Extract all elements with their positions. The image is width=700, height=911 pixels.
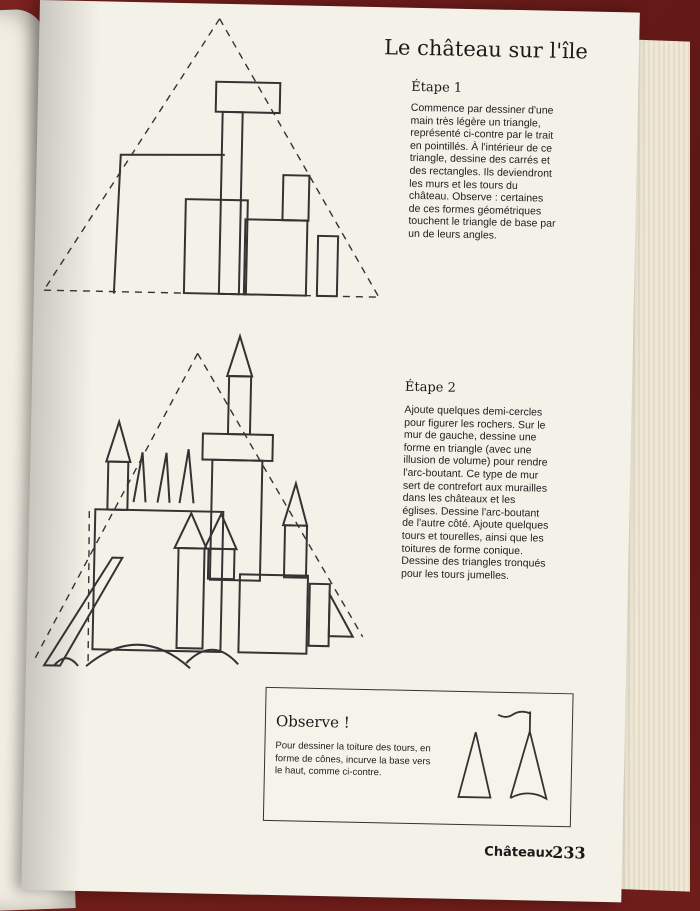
spike-1: [134, 452, 147, 502]
dashed-left-wall: [86, 511, 91, 666]
curved-cone: [510, 731, 547, 799]
spike-2: [158, 453, 171, 503]
central-tower-rect: [219, 112, 243, 294]
far-right-wall: [309, 584, 330, 646]
cone-roofs-illustration: [450, 702, 567, 814]
step-1-drawing: [34, 10, 400, 317]
observe-box: [263, 687, 574, 827]
page-title: Le château sur l'île: [384, 35, 588, 63]
step-1-heading: Étape 1: [411, 80, 462, 96]
twin-cone-1: [175, 513, 208, 549]
triangle-right-edge: [192, 353, 369, 637]
right-cone-roof: [283, 483, 308, 525]
rock-1: [86, 644, 190, 669]
central-block: [202, 434, 273, 461]
left-cone-roof: [106, 421, 131, 461]
triangle-left-edge: [34, 350, 197, 663]
page-number: 233: [552, 843, 586, 863]
flat-cone: [458, 732, 491, 798]
central-cone-roof: [227, 336, 253, 377]
twin-cone-2: [205, 514, 238, 550]
book-page: [21, 0, 640, 902]
right-tower: [284, 525, 307, 577]
spike-3: [179, 449, 194, 503]
step-2-heading: Étape 2: [405, 380, 456, 396]
right-tower-rect: [282, 175, 309, 221]
step-2-text: Ajoute quelques demi-cercles pour figurer les rochers. Sur le mur de gauche, dessine une forme en triangle (avec une illusion de volume) pour rendre l'arc-boutant. Ce type de mur sert de contrefort aux murailles dans les châteaux et les églises. Dessine l'arc-boutant de l'autre côté. Ajoute quelques tours et tourelles, ainsi que les toitures de forme conique. Dessine des triangles tronqués pour les tours jumelles.: [401, 404, 553, 583]
tower-top-rect: [216, 82, 281, 113]
step-1-text: Commence par dessiner d'une main très légère un triangle, représenté ci-contre par le trait en pointillés. À l'intérieur de ce triangle, dessine des carrés et des rectangles. Ils deviendront les murs et les tours du château. Observe : certaines de ces formes géométriques touchent le triangle de base par un de leurs angles.: [408, 102, 559, 244]
footer-section: Châteaux: [484, 844, 553, 860]
right-wall-rect: [244, 219, 308, 295]
left-wall-rect: [114, 153, 225, 296]
flag: [498, 711, 530, 717]
observe-title: Observe !: [276, 712, 350, 732]
twin-tower-1: [176, 548, 204, 649]
step-2-drawing: [25, 320, 393, 707]
observe-text: Pour dessiner la toiture des tours, en forme de cônes, incurve la base vers le haut, comme ci-contre.: [275, 740, 441, 781]
right-wall: [238, 574, 308, 653]
far-right-rect: [317, 236, 338, 296]
